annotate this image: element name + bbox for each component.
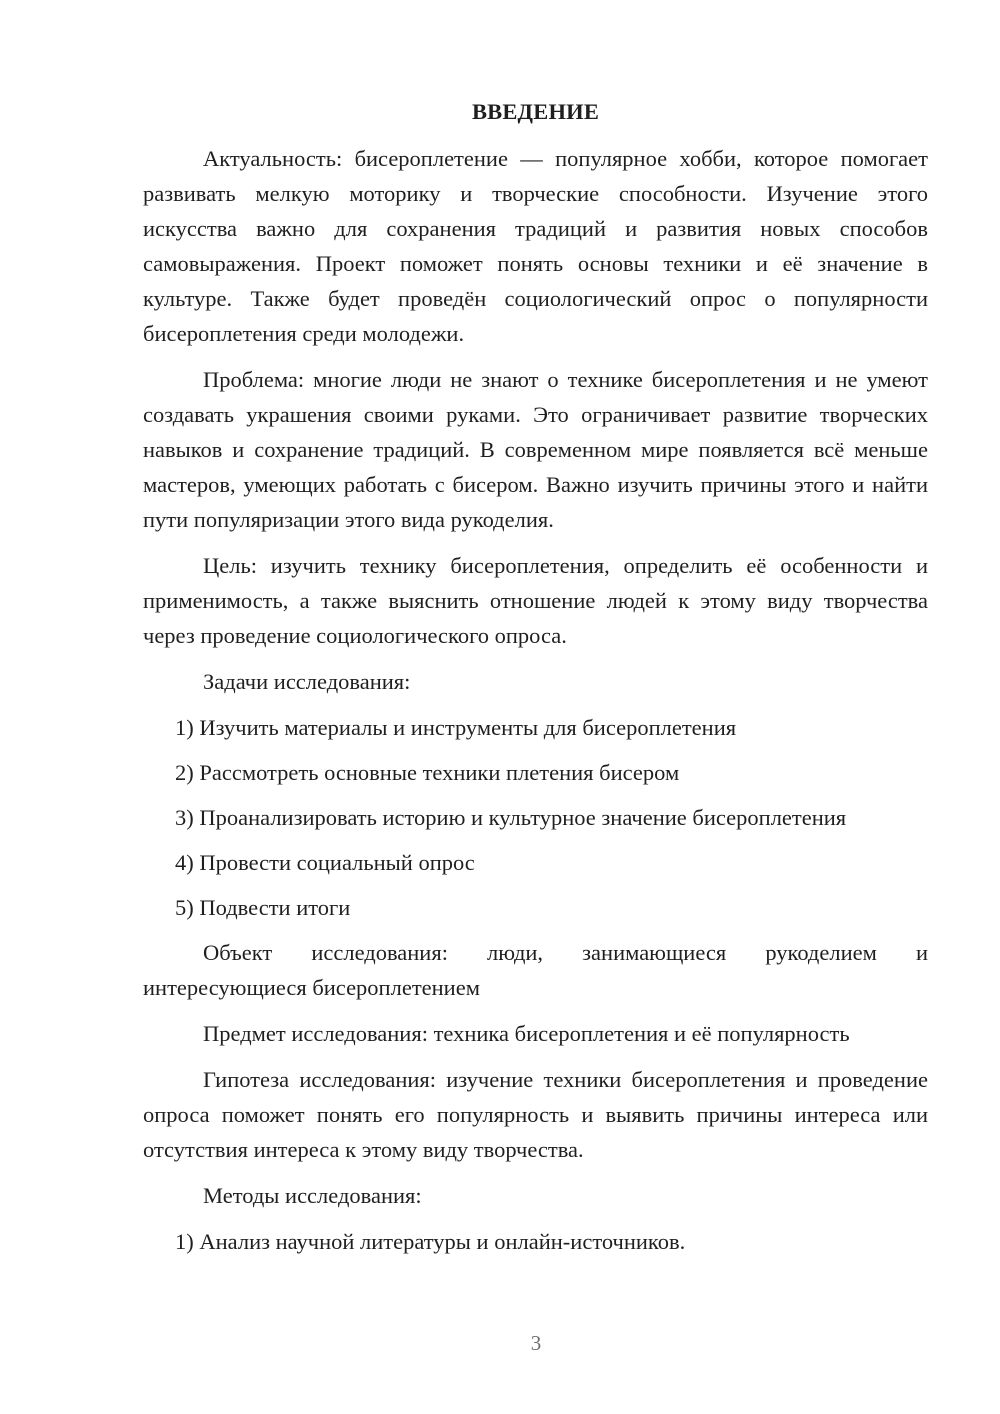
problem-paragraph: Проблема: многие люди не знают о технике бисероплетения и не умеют создавать украшения своими руками. Это ограничивает развитие творческих навыков и сохранение традиций. В современном мире появляется всё меньше мастеров, умеющих работать с бисером. Важно изучить причины этого и найти пути популяризации этого вида рукоделия.: [143, 367, 928, 532]
task-item: 4) Провести социальный опрос: [175, 850, 475, 875]
methods-list: [143, 1224, 928, 1259]
task-item: 1) Изучить материалы и инструменты для бисероплетения: [175, 715, 737, 740]
task-item: 3) Проанализировать историю и культурное значение бисероплетения: [175, 805, 847, 830]
task-item: 2) Рассмотреть основные техники плетения бисером: [175, 760, 680, 785]
tasks-list: [143, 710, 928, 925]
hypothesis-paragraph: Гипотеза исследования: изучение техники бисероплетения и проведение опроса поможет понять его популярность и выявить причины интереса или отсутствия интереса к этому виду творчества.: [143, 1067, 928, 1162]
object-paragraph: Объект исследования: люди, занимающиеся рукоделием и интересующиеся бисероплетением: [143, 940, 928, 1000]
subject-paragraph: Предмет исследования: техника бисероплетения и её популярность: [203, 1021, 850, 1046]
task-item: 5) Подвести итоги: [175, 895, 351, 920]
section-heading: ВВЕДЕНИЕ: [471, 99, 600, 124]
goal-paragraph: Цель: изучить технику бисероплетения, определить её особенности и применимость, а также выяснить отношение людей к этому виду творчества через проведение социологического опроса.: [143, 553, 928, 648]
tasks-label: Задачи исследования:: [203, 669, 411, 694]
method-item: 1) Анализ научной литературы и онлайн-источников.: [175, 1229, 686, 1254]
relevance-paragraph: Актуальность: бисероплетение — популярное хобби, которое помогает развивать мелкую моторику и творческие способности. Изучение этого искусства важно для сохранения традиций и развития новых способов самовыражения. Проект поможет понять основы техники и её значение в культуре. Также будет проведён социологический опрос о популярности бисероплетения среди молодежи.: [143, 146, 928, 346]
page-content: [143, 94, 928, 1269]
page-number: 3: [530, 1331, 542, 1355]
methods-label: Методы исследования:: [203, 1183, 422, 1208]
